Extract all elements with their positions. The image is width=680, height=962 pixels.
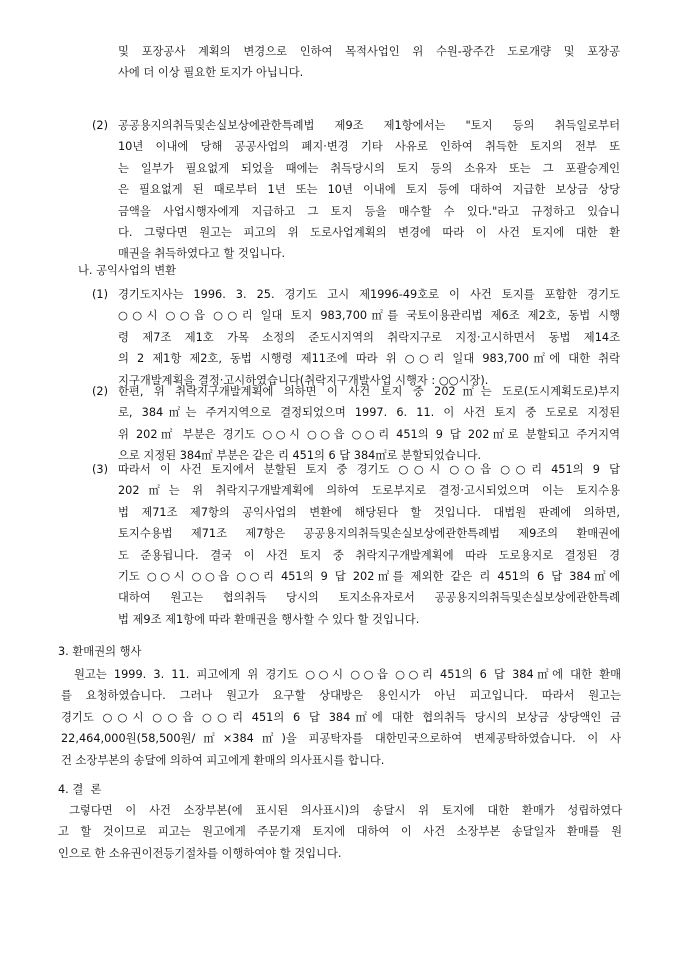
text-line: 로, 384㎡는 주거지역으로 결정되었으며 1997. 6. 11. 이 사건 토지 중 도로로 지정된 <box>118 406 620 420</box>
text-line: 법 제71조 제7항의 공익사업의 변환에 해당된다 할 것입니다. 대법원 판례에 의하면, <box>118 505 620 519</box>
text-line: 202㎡는 위 취락지구개발계획에 의하여 도로부지로 결정·고시되었으며 이는 토지수용 <box>118 484 620 498</box>
intro-paragraph <box>118 41 620 84</box>
item-a2-paragraph <box>118 115 620 265</box>
text-line: 금액을 사업시행자에게 지급하고 그 토지 등을 매수할 수 있다."라고 규정하고 있습니 <box>118 204 620 218</box>
text-line: 22,464,000원(58,500원/㎡×384㎡)을 피공탁자를 대한민국으로하여 변제공탁하였습니다. 이 사 <box>61 732 621 746</box>
text-line: 를 요청하였습니다. 그러나 원고가 요구할 상대방은 용인시가 아닌 피고입니다. 따라서 원고는 <box>61 689 621 703</box>
section-4-paragraph <box>58 800 622 864</box>
text-line: 은 필요없게 된 때로부터 1년 또는 10년 이내에 토지 등에 대하여 지급한 보상금 상당 <box>118 183 620 197</box>
section-heading: 4. 결 론 <box>58 783 102 796</box>
text-line: 기도 ○○시 ○○읍 ○○리 451의 9 답 202㎡를 제외한 같은 리 451의 6 답 384㎡에 <box>118 570 620 584</box>
item-b3-paragraph <box>118 459 620 630</box>
text-line: 으로 지정된 384㎡ 부분은 같은 리 451의 6 답 384㎡로 분할되었습니다. <box>118 449 482 463</box>
text-line: 인으로 한 소유권이전등기절차를 이행하여야 할 것입니다. <box>58 846 342 860</box>
text-line: 한편, 위 취락지구개발계획에 의하면 이 사건 토지 중 202㎡는 도로(도시계획도로)부지 <box>118 385 620 398</box>
text-line: 고 할 것이므로 피고는 원고에게 주문기재 토지에 대하여 이 사건 소장부본 송달일자 환매를 원 <box>58 825 622 839</box>
text-line: 10년 이내에 당해 공공사업의 폐지·변경 기타 사유로 인하여 취득한 토지의 전부 또 <box>118 140 620 154</box>
text-line: 대하여 원고는 협의취득 당시의 토지소유자로서 공공용지의취득및손실보상에관한특례 <box>118 591 620 605</box>
text-line: 도 준용됩니다. 결국 이 사건 토지 중 취락지구개발계획에 따라 도로용지로 결정된 경 <box>118 548 620 562</box>
text-line: 따라서 이 사건 토지에서 분할된 토지 중 경기도 ○○시 ○○읍 ○○리 451의 9 답 <box>118 463 620 476</box>
text-line: 매권을 취득하였다고 할 것입니다. <box>118 247 286 261</box>
text-line: 건 소장부본의 송달에 의하여 피고에게 환매의 의사표시를 합니다. <box>61 753 385 767</box>
item-b2-paragraph <box>118 381 620 467</box>
text-line: 공공용지의취득및손실보상에관한특례법 제9조 제1항에서는 "토지 등의 취득일로부터 <box>118 119 620 132</box>
text-line: 원고는 1999. 3. 11. 피고에게 위 경기도 ○○시 ○○읍 ○○리 451의 6 답 384㎡에 대한 환매 <box>74 668 621 681</box>
text-line: 는 일부가 필요없게 되었을 때에는 취득당시의 토지 등의 소유자 또는 그 포괄승계인 <box>118 161 620 175</box>
text-line: 그렇다면 이 사건 소장부본(에 표시된 의사표시)의 송달시 위 토지에 대한 환매가 성립하였다 <box>69 804 622 817</box>
text-line: 다. 그렇다면 원고는 피고의 위 도로사업계획의 변경에 따라 이 사건 토지에 대한 환 <box>118 226 620 240</box>
text-line: 위 202㎡ 부분은 경기도 ○○시 ○○읍 ○○리 451의 9 답 202㎡로 분할되고 주거지역 <box>118 427 620 441</box>
text-line: 경기도지사는 1996. 3. 25. 경기도 고시 제1996-49호로 이 사건 토지를 포함한 경기도 <box>118 288 620 301</box>
text-line: ○○시 ○○읍 ○○리 일대 토지 983,700㎡를 국토이용관리법 제6조 제2호, 동법 시행 <box>118 309 620 323</box>
item-label: (2) <box>92 119 109 132</box>
text-line: 령 제7조 제1호 가목 소정의 준도시지역의 취락지구로 지정·고시하면서 동법 제14조 <box>118 330 620 344</box>
text-line: 경기도 ○○시 ○○읍 ○○리 451의 6 답 384㎡에 대한 협의취득 당시의 보상금 상당액인 금 <box>61 710 621 724</box>
item-b1-paragraph <box>118 284 620 391</box>
section-heading: 3. 환매권의 행사 <box>58 645 142 658</box>
item-label: (2) <box>92 385 109 398</box>
text-line: 및 포장공사 계획의 변경으로 인하여 목적사업인 위 수원-광주간 도로개량 및 포장공 <box>118 45 620 58</box>
text-line: 사에 더 이상 필요한 토지가 아닙니다. <box>118 66 304 80</box>
item-label: (1) <box>92 288 109 301</box>
text-line: 의 2 제1항 제2호, 동법 시행령 제11조에 따라 위 ○○리 일대 983,700㎡에 대한 취락 <box>118 352 620 366</box>
section-3-paragraph <box>61 664 621 771</box>
item-label: (3) <box>92 463 109 476</box>
text-line: 지구개발계획을 결정·고시하였습니다(취락지구개발사업 시행자 : ○○시장). <box>118 373 489 387</box>
text-line: 법 제9조 제1항에 따라 환매권을 행사할 수 있다 할 것입니다. <box>118 612 420 626</box>
section-heading: 나. 공익사업의 변환 <box>78 264 177 277</box>
text-line: 토지수용법 제71조 제7항은 공공용지의취득및손실보상에관한특례법 제9조의 환매권에 <box>118 527 620 541</box>
